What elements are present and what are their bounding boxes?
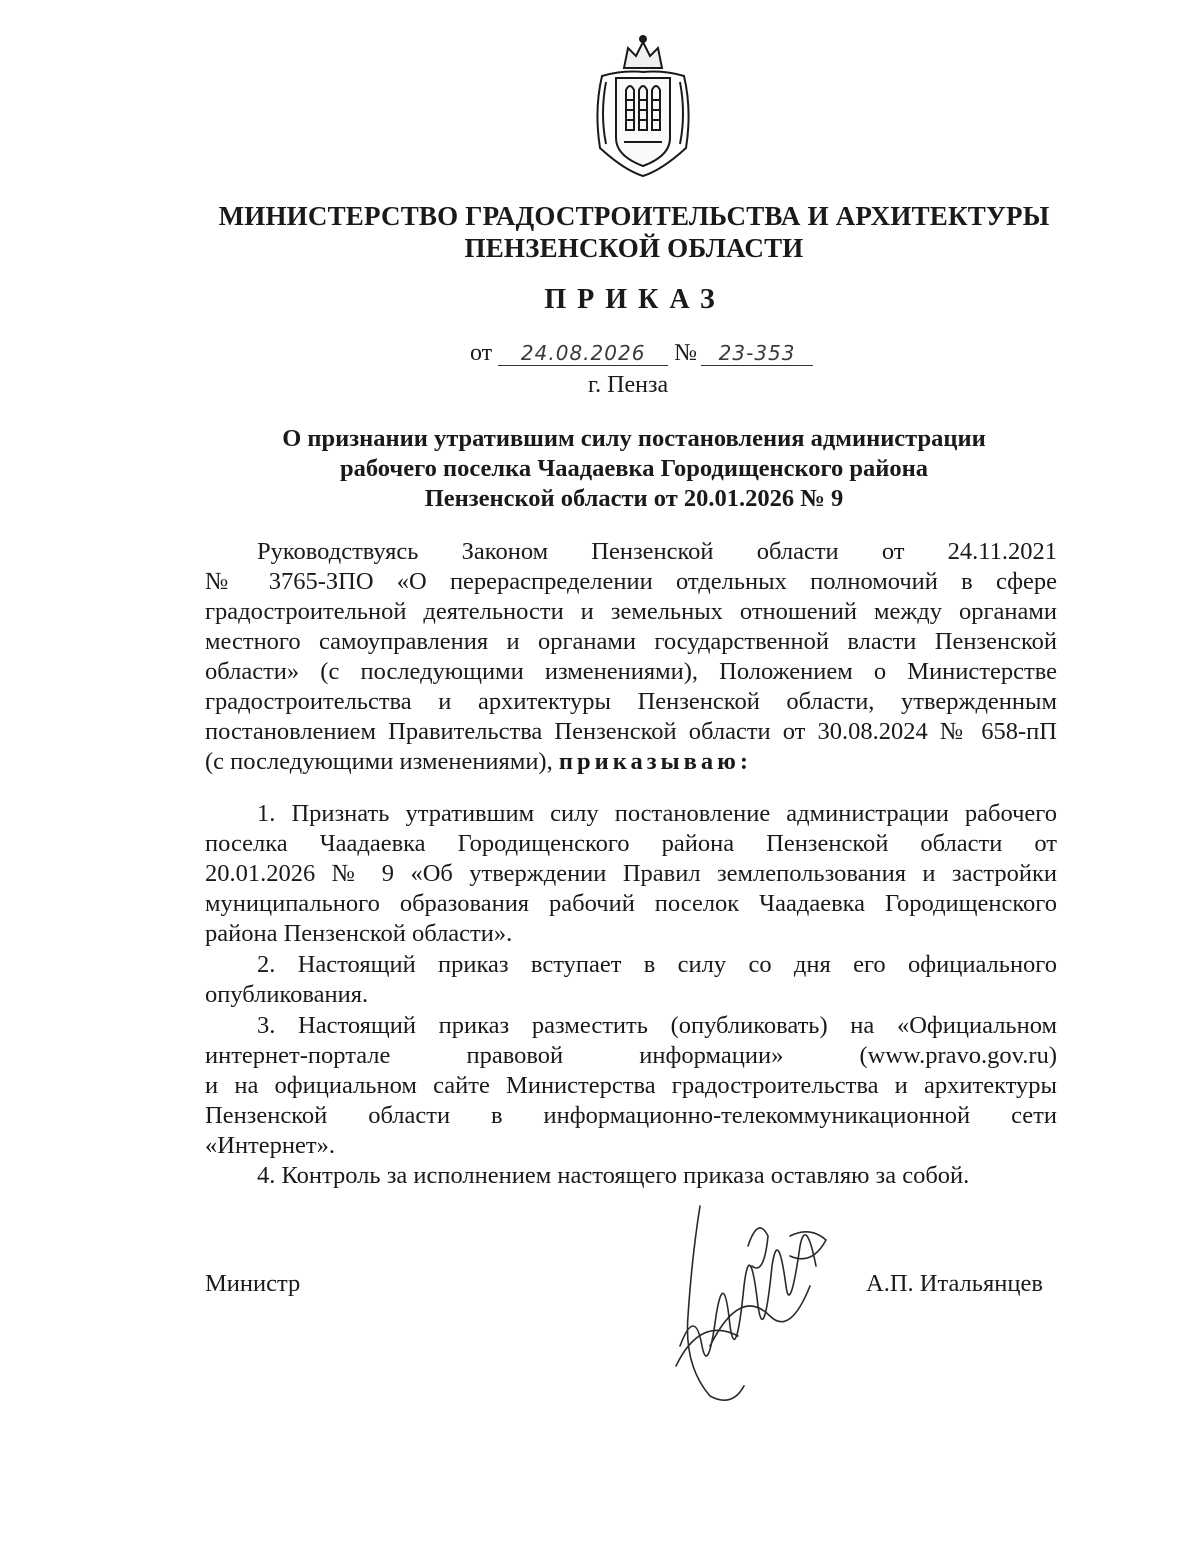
item-1-line: поселка Чаадаевка Городищенского района Пензенской области от: [205, 830, 1057, 857]
document-type-title: ПРИКАЗ: [544, 284, 726, 315]
number-label: №: [674, 340, 698, 366]
signatory-role: Министр: [205, 1270, 301, 1297]
signatory-name: А.П. Итальянцев: [866, 1270, 1043, 1297]
order-number: 23-353: [701, 341, 813, 366]
item-3-line: Пензенской области в информационно-телекоммуникационной сети: [205, 1102, 1057, 1129]
preamble-line: № 3765-ЗПО «О перераспределении отдельных полномочий в сфере: [205, 568, 1057, 595]
handwritten-signature: [640, 1196, 840, 1408]
subject-line: Пензенской области от 20.01.2026 № 9: [424, 485, 844, 512]
ministry-name-line2: ПЕНЗЕНСКОЙ ОБЛАСТИ: [464, 233, 804, 263]
item-1-line: 20.01.2026 № 9 «Об утверждении Правил землепользования и застройки: [205, 860, 1057, 887]
preamble-line: местного самоуправления и органами государственной власти Пензенской: [205, 628, 1057, 655]
item-1-line: района Пензенской области».: [205, 920, 513, 947]
preamble-line-prefix: (с последующими изменениями),: [205, 748, 559, 775]
preamble-line: градостроительной деятельности и земельных отношений между органами: [205, 598, 1057, 625]
item-2-line: 2. Настоящий приказ вступает в силу со дня его официального: [257, 951, 1057, 978]
item-1-line: 1. Признать утратившим силу постановление администрации рабочего: [257, 800, 1057, 827]
order-word: приказываю:: [558, 748, 753, 775]
item-3-line: и на официальном сайте Министерства градостроительства и архитектуры: [205, 1072, 1057, 1099]
item-3-line: 3. Настоящий приказ разместить (опубликовать) на «Официальном: [257, 1012, 1057, 1039]
item-1-line: муниципального образования рабочий поселок Чаадаевка Городищенского: [205, 890, 1057, 917]
from-label: от: [470, 340, 493, 366]
preamble-line: градостроительства и архитектуры Пензенской области, утвержденным: [205, 688, 1057, 715]
city: г. Пенза: [588, 372, 669, 398]
preamble-line: Руководствуясь Законом Пензенской области от 24.11.2021: [257, 538, 1057, 565]
subject-line: О признании утратившим силу постановления администрации: [282, 425, 986, 452]
item-2-line: опубликования.: [205, 981, 369, 1008]
item-3-line: «Интернет».: [205, 1132, 335, 1159]
subject-line: рабочего поселка Чаадаевка Городищенского района: [339, 455, 929, 482]
preamble-line: области» (с последующими изменениями), Положением о Министерстве: [205, 658, 1057, 685]
ministry-name-line1: МИНИСТЕРСТВО ГРАДОСТРОИТЕЛЬСТВА И АРХИТЕКТУРЫ: [218, 201, 1050, 231]
item-3-line: интернет-портале правовой информации» (www.pravo.gov.ru): [205, 1042, 1057, 1069]
item-4-line: 4. Контроль за исполнением настоящего приказа оставляю за собой.: [257, 1162, 970, 1189]
order-date: 24.08.2026: [498, 341, 668, 366]
preamble-last-line: [205, 747, 1057, 777]
order-date-number: [470, 340, 813, 367]
preamble-line: постановлением Правительства Пензенской области от 30.08.2024 № 658-пП: [205, 718, 1057, 745]
coat-of-arms-icon: [584, 30, 702, 180]
